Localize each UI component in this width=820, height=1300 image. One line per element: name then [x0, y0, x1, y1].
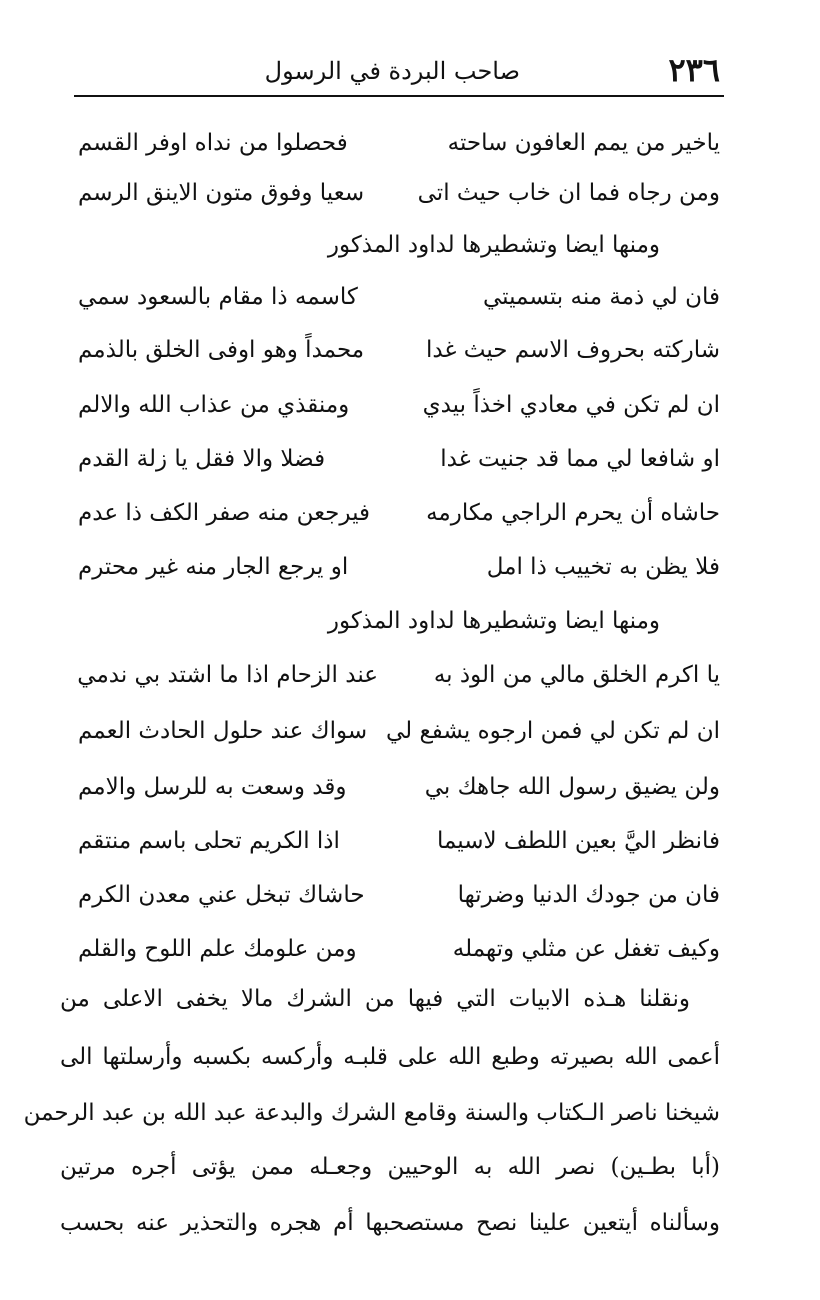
verse-first-hemistich: فلا يظن به تخييب ذا امل: [486, 554, 720, 580]
page-header: [78, 50, 720, 90]
verse-first-hemistich: ومن رجاه فما ان خاب حيث اتى: [417, 180, 720, 206]
verse-line: [78, 380, 720, 430]
verse-second-hemistich: فيرجعن منه صفر الكف ذا عدم: [78, 500, 371, 526]
verse-second-hemistich: سعيا وفوق متون الاينق الرسم: [78, 180, 365, 206]
verse-first-hemistich: شاركته بحروف الاسم حيث غدا: [425, 337, 720, 363]
verse-line: [78, 870, 720, 920]
verse-line: [78, 816, 720, 866]
verse-first-hemistich: ياخير من يمم العافون ساحته: [447, 130, 720, 156]
verse-line: [78, 650, 720, 700]
verse-line: [78, 168, 720, 218]
verse-first-hemistich: فانظر اليَّ بعين اللطف لاسيما: [436, 828, 720, 854]
verse-line: [78, 488, 720, 538]
verse-second-hemistich: فضلا والا فقل يا زلة القدم: [78, 446, 326, 472]
verse-line: [78, 434, 720, 484]
running-title: صاحب البردة في الرسول: [264, 57, 520, 85]
verse-first-hemistich: ان لم تكن في معادي اخذاً بيدي: [422, 392, 720, 418]
verse-second-hemistich: ومن علومك علم اللوح والقلم: [78, 936, 357, 962]
verse-second-hemistich: فحصلوا من نداه اوفر القسم: [78, 130, 348, 156]
prose-line: ونقلنا هـذه الابيات التي فيها من الشرك مالا يخفى الاعلى من: [60, 986, 690, 1012]
prose-line: وسألناه أيتعين علينا نصح مستصحبها أم هجره والتحذير عنه بحسب: [60, 1210, 720, 1236]
page-number: ٢٣٦: [668, 51, 720, 89]
verse-second-hemistich: ومنقذي من عذاب الله والالم: [78, 392, 350, 418]
verse-line: [78, 762, 720, 812]
verse-first-hemistich: وكيف تغفل عن مثلي وتهمله: [452, 936, 720, 962]
verse-second-hemistich: حاشاك تبخل عني معدن الكرم: [78, 882, 365, 908]
verse-first-hemistich: ان لم تكن لي فمن ارجوه يشفع لي: [386, 718, 720, 744]
section-heading: ومنها ايضا وتشطيرها لداود المذكور: [327, 232, 660, 258]
verse-line: [78, 325, 720, 375]
prose-line: (أبا بطـين) نصر الله به الوحيين وجعـله ممن يؤتى أجره مرتين: [60, 1154, 720, 1180]
verse-line: [78, 542, 720, 592]
verse-second-hemistich: او يرجع الجار منه غير محترم: [78, 554, 349, 580]
verse-second-hemistich: سواك عند حلول الحادث العمم: [78, 718, 368, 744]
verse-line: [78, 706, 720, 756]
prose-line: أعمى الله بصيرته وطبع الله على قلبـه وأركسه بكسبه وأرسلتها الى: [60, 1044, 720, 1070]
verse-first-hemistich: ولن يضيق رسول الله جاهك بي: [424, 774, 720, 800]
verse-second-hemistich: وقد وسعت به للرسل والامم: [78, 774, 347, 800]
verse-first-hemistich: فان لي ذمة منه بتسميتي: [482, 284, 720, 310]
verse-second-hemistich: عند الزحام اذا ما اشتد بي ندمي: [77, 662, 378, 688]
verse-second-hemistich: كاسمه ذا مقام بالسعود سمي: [78, 284, 358, 310]
verse-first-hemistich: او شافعا لي مما قد جنيت غدا: [440, 446, 720, 472]
verse-second-hemistich: اذا الكريم تحلى باسم منتقم: [78, 828, 340, 854]
verse-line: [78, 118, 720, 168]
verse-first-hemistich: حاشاه أن يحرم الراجي مكارمه: [426, 500, 720, 526]
section-heading: ومنها ايضا وتشطيرها لداود المذكور: [327, 608, 660, 634]
header-rule: [74, 95, 724, 97]
verse-second-hemistich: محمداً وهو اوفى الخلق بالذمم: [78, 337, 365, 363]
verse-first-hemistich: فان من جودك الدنيا وضرتها: [457, 882, 720, 908]
verse-line: [78, 272, 720, 322]
verse-first-hemistich: يا اكرم الخلق مالي من الوذ به: [433, 662, 720, 688]
prose-line: شيخنا ناصر الـكتاب والسنة وقامع الشرك والبدعة عبد الله بن عبد الرحمن: [23, 1100, 720, 1126]
verse-line: [78, 924, 720, 974]
